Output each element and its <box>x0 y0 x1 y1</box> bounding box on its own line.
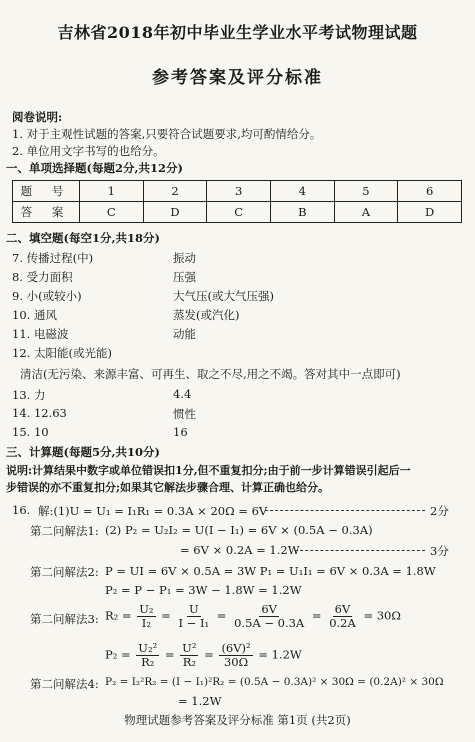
table-cell: 2 <box>143 181 207 202</box>
table-cell: D <box>398 202 462 223</box>
notes-heading: 阅卷说明: <box>12 110 63 124</box>
list-item: 7. 传播过程(中) <box>12 251 94 265</box>
fraction: $\frac{6V}{0.5A - 0.3A}$ <box>234 602 305 630</box>
method1-equation-1: (2) P₂ = U₂I₂ = U(I − I₁) = 6V × (0.5A − 0.3A) <box>105 523 373 537</box>
section3-note-line1: 说明:计算结果中数字或单位错误扣1分,但不重复扣分;由于前一步计算错误引起后一 <box>6 464 411 477</box>
table-row <box>13 181 462 202</box>
table-cell: A <box>334 202 398 223</box>
table-cell: 5 <box>334 181 398 202</box>
method4-equation-2: = 1.2W <box>178 694 222 708</box>
list-item-answer: 惯性 <box>173 407 196 421</box>
method2-equation-2: P₂ = P − P₁ = 3W − 1.8W = 1.2W <box>105 583 302 597</box>
list-item-answer: 动能 <box>173 327 196 341</box>
method2-label: 第二问解法2: <box>30 565 99 579</box>
score-leader <box>295 550 425 551</box>
table-cell: 4 <box>270 181 334 202</box>
table-cell: 6 <box>398 181 462 202</box>
list-item-answer: 4.4 <box>173 387 192 401</box>
table-cell: 3 <box>207 181 271 202</box>
choice-answer-table <box>12 180 462 223</box>
q16-part1-equation: 解:(1)U = U₁ = I₁R₁ = 0.3A × 20Ω = 6V <box>38 504 268 518</box>
method1-equation-2: = 6V × 0.2A = 1.2W <box>180 543 300 557</box>
list-item: 14. 12.63 <box>12 406 67 420</box>
list-item-answer: 16 <box>173 425 188 439</box>
list-item-answer: 蒸发(或汽化) <box>173 308 240 322</box>
table-row <box>13 202 462 223</box>
row-label-answer: 答 案 <box>13 202 80 223</box>
method4-equation-1: P₂ = I₂²R₂ = (I − I₁)²R₂ = (0.5A − 0.3A)² × 30Ω = (0.2A)² × 30Ω <box>105 676 444 688</box>
fraction: $\frac{\text{(6V)²}}{30\Omega}$ <box>221 641 251 669</box>
section2-heading: 二、填空题(每空1分,共18分) <box>6 231 160 245</box>
section3-heading: 三、计算题(每题5分,共10分) <box>6 445 160 459</box>
list-item: 13. 力 <box>12 388 46 402</box>
table-cell: B <box>270 202 334 223</box>
document-title: 吉林省2018年初中毕业生学业水平考试物理试题 <box>57 23 418 42</box>
list-item-answer: 振动 <box>173 251 196 265</box>
table-cell: C <box>80 202 144 223</box>
list-item: 15. 10 <box>12 425 49 439</box>
q16-score-1: 2分 <box>430 504 449 518</box>
method1-score: 3分 <box>430 544 449 558</box>
method3-p2-equation: P₂ = $\frac{\text{U₂²}}{\text{R₂}}$ = $\frac{\text{U²}}{\text{R₂}}$ = $\frac{\text{(6V)²}}{30\Omega}$ = 1.2W <box>105 641 302 669</box>
table-cell: D <box>143 202 207 223</box>
list-item: 9. 小(或较小) <box>12 289 82 303</box>
list-item-answer: 压强 <box>173 270 196 284</box>
list-item: 10. 通风 <box>12 308 57 322</box>
document-subtitle: 参考答案及评分标准 <box>152 68 323 88</box>
fraction: $\frac{\text{U₂}}{\text{I₂}}$ <box>139 602 154 630</box>
note-item-1: 1. 对于主观性试题的答案,只要符合试题要求,均可酌情给分。 <box>12 127 322 141</box>
section1-heading: 一、单项选择题(每题2分,共12分) <box>6 161 183 175</box>
method1-label: 第二问解法1: <box>30 524 99 538</box>
fraction: $\frac{\text{U²}}{\text{R₂}}$ <box>182 641 197 669</box>
method3-r2-equation: R₂ = $\frac{\text{U₂}}{\text{I₂}}$ = $\frac{U}{\text{I − I₁}}$ = $\frac{6V}{0.5A - 0.3A}$ = $\frac{6V}{0.2A}$ = 30Ω <box>105 602 401 630</box>
fraction: $\frac{6V}{0.2A}$ <box>329 602 356 630</box>
method3-label: 第二问解法3: <box>30 612 99 626</box>
question-number: 16. <box>12 503 31 517</box>
fraction: $\frac{\text{U₂²}}{\text{R₂}}$ <box>138 641 158 669</box>
table-cell: C <box>207 202 271 223</box>
method2-equation-1: P = UI = 6V × 0.5A = 3W P₁ = U₁I₁ = 6V × 0.3A = 1.8W <box>105 564 436 578</box>
list-item-answer: 大气压(或大气压强) <box>173 289 274 303</box>
score-leader <box>265 510 425 511</box>
table-cell: 1 <box>80 181 144 202</box>
list-item: 8. 受力面积 <box>12 270 73 284</box>
list-item: 11. 电磁波 <box>12 327 69 341</box>
list-item-continuation: 清洁(无污染、来源丰富、可再生、取之不尽,用之不竭。答对其中一点即可) <box>20 367 401 381</box>
page-footer: 物理试题参考答案及评分标准 第1页 (共2页) <box>124 713 351 727</box>
note-item-2: 2. 单位用文字书写的也给分。 <box>12 144 165 158</box>
section3-note-line2: 步错误的亦不重复扣分;如果其它解法步骤合理、计算正确也给分。 <box>6 481 330 494</box>
fraction: $\frac{U}{\text{I − I₁}}$ <box>178 602 210 630</box>
row-label-number: 题 号 <box>13 181 80 202</box>
method4-label: 第二问解法4: <box>30 677 99 691</box>
list-item: 12. 太阳能(或光能) <box>12 346 112 360</box>
